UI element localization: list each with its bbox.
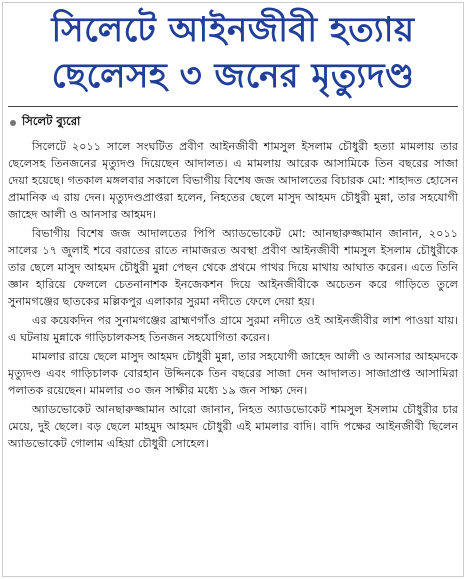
article-body: [8, 138, 458, 452]
paragraph-3: এর কয়েকদিন পর সুনামগঞ্জের ব্রাহ্মণগাঁও গ্রামে সুরমা নদীতে ওই আইনজীবীর লাশ পাওয়া যায়। এ ঘটনায় মুন্নাকে গাড়িচালকসহ তিনজন সহযোগিতা করেন।: [8, 314, 458, 344]
paragraph-1: সিলেটে ২০১১ সালে সংঘটিত প্রবীণ আইনজীবী শামসুল ইসলাম চৌধুরী হত্যা মামলায় তার ছেলেসহ তিনজনের মৃত্যুদণ্ড দিয়েছেন আদালত। এ মামলায় আরেক আসামিকে তিন বছরের সাজা দেয়া হয়েছে। গতকাল মঙ্গলবার সকালে বিভাগীয় বিশেষ জজ আদালতের বিচারক মো: শাহাদত হোসেন প্রামানিক এ রায় দেন। মৃত্যুদণ্ডপ্রাপ্তরা হলেন, নিহতের ছেলে মাসুদ আহমদ চৌধুরী মুন্না, তার সহযোগী জাহেদ আলী ও আনসার আহমদ।: [8, 140, 458, 221]
byline-text: সিলেট ব্যুরো: [22, 114, 81, 128]
paragraph-2: বিভাগীয় বিশেষ জজ আদালতের পিপি অ্যাডভোকেট মো: আনছারুজ্জামান জানান, ২০১১ সালের ১৭ জুলাই শবে বরাতের রাতে নামাজরত অবস্থা প্রবীণ আইনজীবী শামসুল ইসলাম চৌধুরীকে তার ছেলে মাসুদ আহমদ চৌধুরী মুন্না পেছন থেকে প্রথমে পাথর দিয়ে মাথায় আঘাত করেন। এতে তিনি জ্ঞান হারিয়ে ফেললে চেতনানাশক ইনজেকশন দিয়ে আইনজীবীকে অচেতন করে গাড়িতে তুলে সুনামগঞ্জের ছাতকের মল্লিকপুর এলাকার সুরমা নদীতে ফেলে দেয়া হয়।: [8, 227, 458, 308]
bullet-icon: [10, 120, 16, 126]
byline: [10, 113, 458, 132]
headline-divider: [8, 106, 458, 107]
headline-line-1: সিলেটে আইনজীবী হত্যায়: [51, 10, 415, 50]
headline: [8, 6, 458, 100]
paragraph-5: অ্যাডভোকেট আনছারুজ্জামান আরো জানান, নিহত অ্যাডভোকেট শামসুল ইসলাম চৌধুরীর চার মেয়ে, দুই ছেলে। বড় ছেলে মাহমুদ আহমদ চৌধুরী এই মামলার বাদি। বাদি পক্ষের আইনজীবী ছিলেন অ্যাডভোকেট গোলাম এহিয়া চৌধুরী সোহেল।: [8, 403, 458, 450]
headline-line-2: ছেলেসহ ৩ জনের মৃত্যুদণ্ড: [51, 56, 415, 96]
paragraph-4: মামলার রায়ে ছেলে মাসুদ আহমদ চৌধুরী মুন্না, তার সহযোগী জাহেদ আলী ও আনসার আহমদকে মৃত্যুদণ্ড এবং গাড়িচালক বোরহান উদ্দিনকে তিন বছরের সাজা দেন আদালত। সাজাপ্রাপ্ত আসামিরা পলাতক রয়েছেন। মামলার ৩০ জন সাক্ষীর মধ্যে ১৯ জন সাক্ষ্য দেন।: [8, 350, 458, 397]
